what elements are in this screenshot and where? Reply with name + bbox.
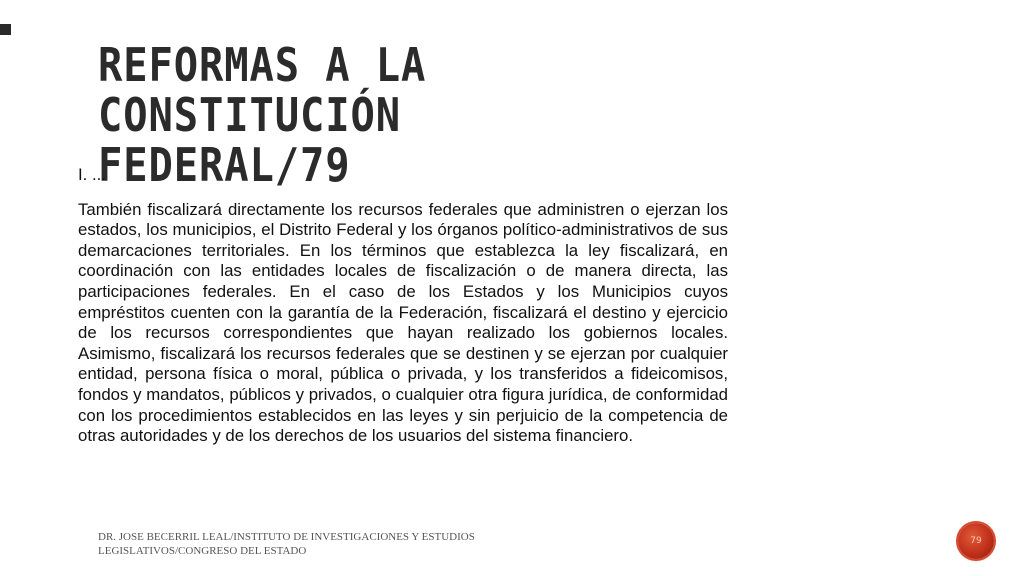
slide-body [78, 165, 728, 447]
decorative-square [0, 24, 11, 35]
body-paragraph: También fiscalizará directamente los recursos federales que administren o ejerzan los estados, los municipios, el Distrito Federal y los órganos político-administrativos de sus demarcaciones territoriales. En los términos que establezca la ley fiscalizará, en coordinación con las entidades locales de fiscalización o de manera directa, las participaciones federales. En el caso de los Estados y los Municipios cuyos empréstitos cuenten con la garantía de la Federación, fiscalizará el destino y ejercicio de los recursos correspondientes que hayan realizado los gobiernos locales. Asimismo, fiscalizará los recursos federales que se destinen y se ejerzan por cualquier entidad, persona física o moral, pública o privada, y los transferidos a fideicomisos, fondos y mandatos, públicos y privados, o cualquier otra figura jurídica, de conformidad con los procedimientos establecidos en las leyes y sin perjuicio de la competencia de otras autoridades y de los derechos de los usuarios del sistema financiero. [78, 199, 728, 446]
page-number: 79 [970, 536, 982, 546]
title-line-1: REFORMAS A LA CONSTITUCIÓN [98, 38, 427, 142]
title-line-2: FEDERAL/79 [98, 138, 351, 192]
footer-line-2: LEGISLATIVOS/CONGRESO DEL ESTADO [98, 545, 307, 557]
footer-line-1: DR. JOSE BECERRIL LEAL/INSTITUTO DE INVESTIGACIONES Y ESTUDIOS [98, 531, 475, 543]
intro-text: I. ... [78, 165, 106, 184]
page-number-badge [958, 523, 994, 559]
footer-credit [98, 530, 538, 558]
